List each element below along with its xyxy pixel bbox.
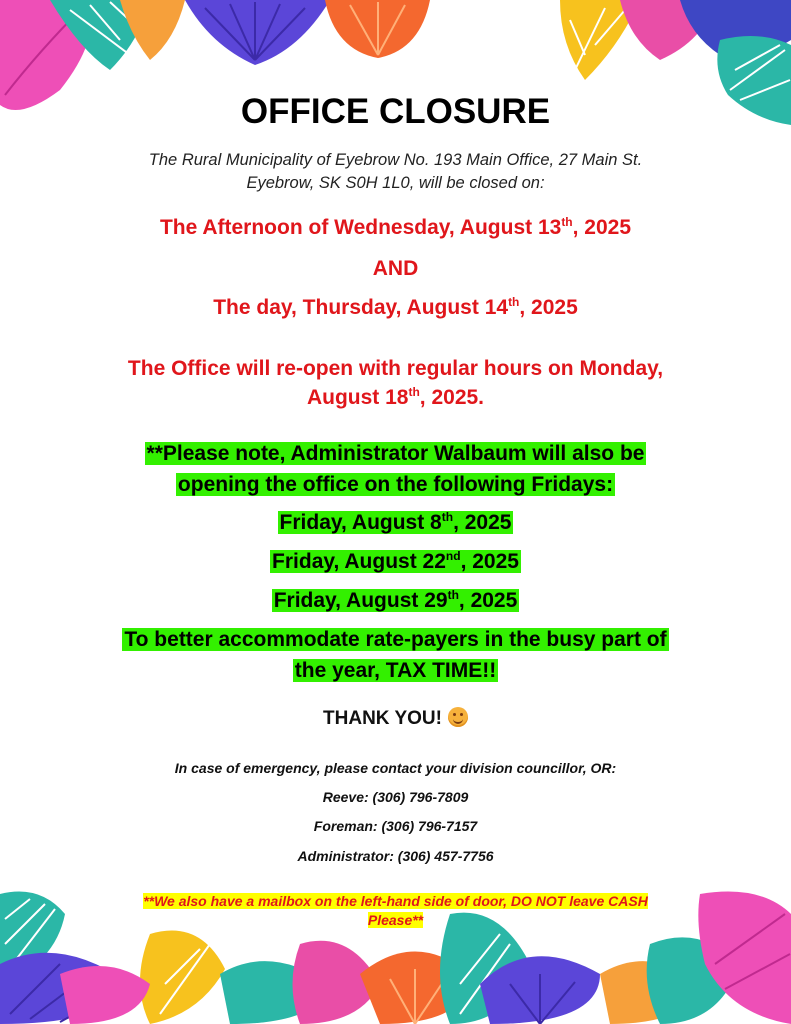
friday-2-sup: nd <box>445 549 461 563</box>
closure-date-1-sup: th <box>561 215 573 229</box>
friday-date-3 <box>0 585 791 616</box>
closure-date-2-sup: th <box>508 295 520 309</box>
closure-date-2-year: , 2025 <box>519 296 578 319</box>
intro-line-1: The Rural Municipality of Eyebrow No. 193 Main Office, 27 Main St. <box>148 151 643 169</box>
reopen-date-sup: th <box>408 385 420 399</box>
reopen-date-year: , 2025. <box>419 386 485 409</box>
emergency-intro: In case of emergency, please contact your division councillor, OR: <box>174 760 617 776</box>
friday-1-sup: th <box>441 510 454 524</box>
administrator-note <box>0 438 791 500</box>
friday-date-2 <box>0 546 791 577</box>
foreman-contact: Foreman: (306) 796-7157 <box>313 818 478 834</box>
friday-date-1 <box>0 507 791 538</box>
administrator-contact: Administrator: (306) 457-7756 <box>297 848 494 864</box>
mailbox-line-1: **We also have a mailbox on the left-hand side of door, DO NOT leave CASH <box>143 893 648 909</box>
friday-2-text: Friday, August 22 <box>272 550 446 573</box>
closure-and: AND <box>372 257 419 280</box>
closure-date-1-year: , 2025 <box>572 216 632 239</box>
note-line-2: opening the office on the following Fridays: <box>177 473 614 496</box>
intro-line-2: Eyebrow, SK S0H 1L0, will be closed on: <box>246 174 545 192</box>
intro-text <box>0 149 791 195</box>
tax-time-line-2: the year, TAX TIME!! <box>294 659 497 682</box>
friday-3-text: Friday, August 29 <box>273 589 448 612</box>
reopen-date-text: August 18 <box>306 386 409 409</box>
page-title: OFFICE CLOSURE <box>240 92 551 131</box>
friday-1-text: Friday, August 8 <box>279 511 442 534</box>
tax-time-note <box>0 624 791 686</box>
reopen-notice <box>0 354 791 412</box>
closure-date-2 <box>0 296 791 320</box>
thank-you-text: THANK YOU! <box>323 708 442 729</box>
friday-1-year: , 2025 <box>453 511 512 534</box>
friday-2-year: , 2025 <box>460 550 519 573</box>
thank-you <box>0 707 791 730</box>
reeve-contact: Reeve: (306) 796-7809 <box>322 789 469 805</box>
mailbox-line-2: Please** <box>367 912 424 928</box>
smiley-face-icon <box>448 707 468 727</box>
mailbox-note <box>0 892 791 930</box>
tax-time-line-1: To better accommodate rate-payers in the busy part of <box>124 628 667 651</box>
note-line-1: **Please note, Administrator Walbaum will also be <box>146 442 645 465</box>
closure-date-2-text: The day, Thursday, August 14 <box>213 296 509 319</box>
closure-date-1-text: The Afternoon of Wednesday, August 13 <box>159 216 562 239</box>
friday-3-sup: th <box>447 588 459 602</box>
reopen-line-1: The Office will re-open with regular hours on Monday, <box>127 357 664 380</box>
closure-date-1 <box>0 216 791 240</box>
reopen-line-2 <box>0 383 791 412</box>
friday-3-year: , 2025 <box>458 589 518 612</box>
